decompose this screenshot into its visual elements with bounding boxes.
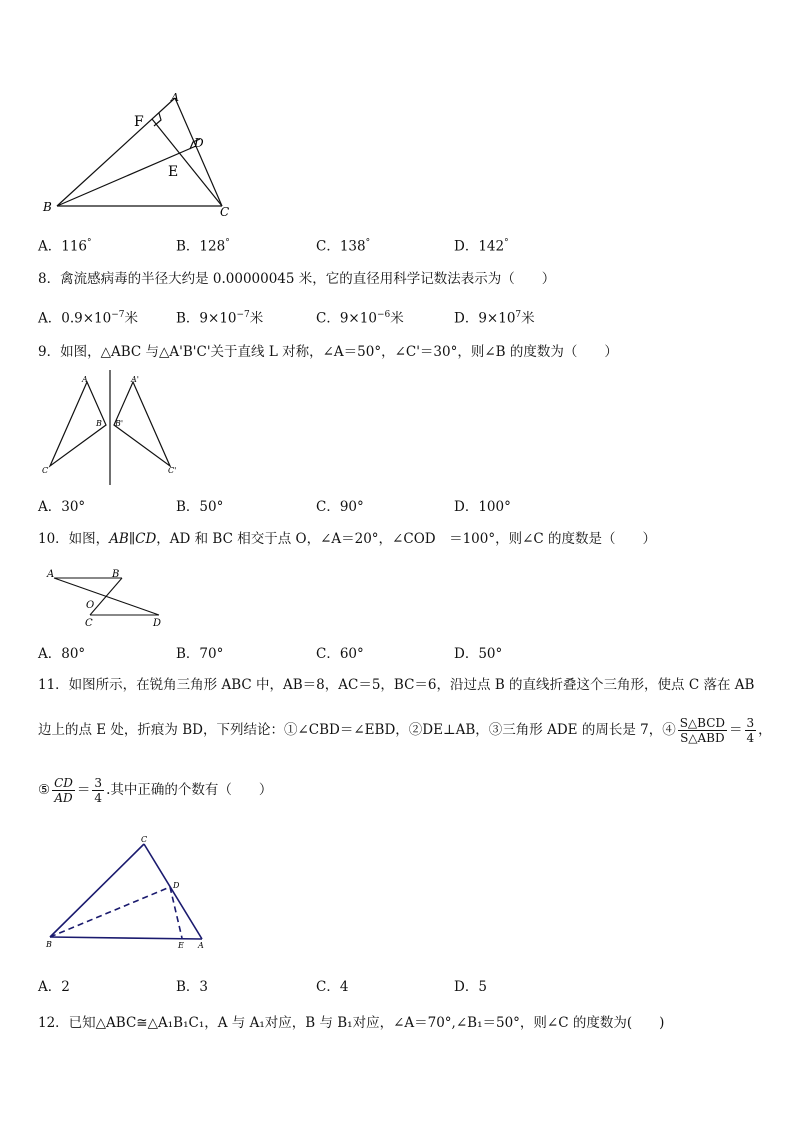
q11-label-e: E (178, 941, 184, 950)
q8-option-c[interactable]: C．$9\times 10^{-6}$米 (316, 310, 404, 327)
q9-label-b1: B' (115, 419, 124, 428)
q10-option-d[interactable]: D．50° (454, 646, 503, 662)
q7-label-d: D (194, 136, 204, 150)
q10-label-c: C (85, 618, 93, 629)
q11-stem-line1: 11．如图所示，在锐角三角形 ABC 中，AB＝8，AC＝5，BC＝6，沿过点 B 的直线折叠这个三角形，使点 C 落在 AB (38, 677, 755, 693)
q9-label-a1: A' (131, 375, 139, 384)
q11-option-c[interactable]: C．4 (316, 979, 349, 995)
q12-stem: 12．已知△ABC≅△A₁B₁C₁，A 与 A₁对应，B 与 B₁对应，∠A＝70°,∠B₁＝50°，则∠C 的度数为( ) (38, 1015, 665, 1031)
q9-label-c: C (42, 466, 49, 475)
q7-label-f: F (134, 114, 144, 130)
q9-option-d[interactable]: D．100° (454, 499, 511, 515)
q10-stem: 10．如图，AB∥CD，AD 和 BC 相交于点 O，∠A＝20°，∠COD ＝100°，则∠C 的度数是（ ） (38, 531, 657, 547)
q11-label-b: B (46, 940, 52, 949)
q9-option-b[interactable]: B．50° (176, 499, 224, 515)
q9-figure (38, 370, 188, 485)
q11-label-a: A (198, 941, 204, 950)
q9-option-c[interactable]: C．90° (316, 499, 364, 515)
q11-stem-line3: ⑤ $\frac{CD}{AD}$ ＝ $\frac{3}{4}$ .其中正确的个数有（ ） (38, 776, 273, 805)
q7-label-b: B (43, 200, 52, 214)
q7-option-a[interactable]: A．116° (38, 238, 92, 255)
q8-stem: 8．禽流感病毒的半径大约是 0.00000045 米，它的直径用科学记数法表示为（ ） (38, 271, 556, 287)
q9-option-a[interactable]: A．30° (38, 499, 86, 515)
q9-label-a: A (82, 375, 88, 384)
q8-option-b[interactable]: B．$9\times 10^{-7}$米 (176, 310, 264, 327)
q11-fraction-area: $\frac{\text{S△BCD}}{\text{S△ABD}}$ (679, 716, 725, 745)
q11-fraction-cd-ad: $\frac{CD}{AD}$ (54, 776, 73, 805)
q11-figure (40, 832, 215, 957)
q11-fraction-value-2: $\frac{3}{4}$ (94, 776, 103, 805)
q7-label-e: E (168, 164, 179, 180)
q7-label-c: C (220, 205, 230, 219)
q10-option-c[interactable]: C．60° (316, 646, 364, 662)
q10-label-d: D (153, 618, 162, 629)
q10-label-b: B (112, 569, 120, 580)
q9-label-b: B (96, 419, 102, 428)
q7-label-a: A (171, 91, 179, 104)
q11-option-d[interactable]: D．5 (454, 979, 487, 995)
q10-option-b[interactable]: B．70° (176, 646, 224, 662)
q11-stem-line2: 边上的点 E 处，折痕为 BD，下列结论：①∠CBD＝∠EBD，②DE⊥AB，③三角形 ADE 的周长是 7，④ $\frac{\text{S△BCD}}{\text{S△ABD}}$ ＝ $\frac{3}{4}$ ， (38, 716, 772, 745)
q11-label-d: D (173, 881, 180, 890)
q9-stem: 9．如图，△ABC 与△A'B'C'关于直线 L 对称，∠A＝50°，∠C'＝30°，则∠B 的度数为（ ） (38, 344, 618, 360)
q11-label-c: C (141, 835, 148, 844)
q7-option-b[interactable]: B．128° (176, 238, 230, 255)
q10-figure (38, 565, 178, 630)
q11-option-a[interactable]: A．2 (38, 979, 70, 995)
q11-option-b[interactable]: B．3 (176, 979, 209, 995)
q7-option-d[interactable]: D．142° (454, 238, 509, 255)
q8-option-d[interactable]: D．$9\times 10^7$米 (454, 310, 535, 327)
q10-label-a: A (47, 569, 55, 580)
q10-label-o: O (86, 600, 95, 611)
q10-option-a[interactable]: A．80° (38, 646, 86, 662)
q7-option-c[interactable]: C．138° (316, 238, 371, 255)
q7-figure (30, 85, 245, 220)
q9-label-c1: C' (168, 466, 177, 475)
q11-fraction-value: $\frac{3}{4}$ (746, 716, 755, 745)
q8-option-a[interactable]: A．$0.9\times 10^{-7}$米 (38, 310, 138, 327)
